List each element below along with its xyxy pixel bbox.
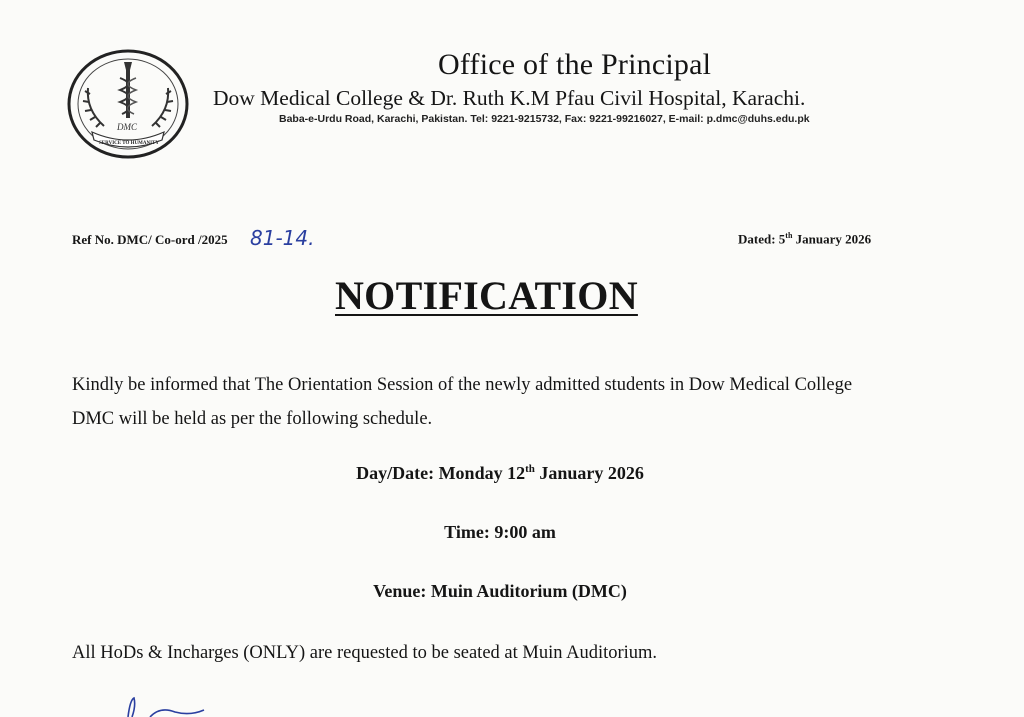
day-suffix: th: [525, 463, 535, 475]
session-time: Time: 9:00 am: [444, 522, 556, 542]
day-rest: January 2026: [534, 463, 644, 483]
document-date: [738, 231, 871, 247]
institution-name: Dow Medical College & Dr. Ruth K.M Pfau Civil Hospital, Karachi.: [213, 86, 806, 110]
logo-initials: DMC: [117, 122, 137, 132]
notice-paragraph: Kindly be informed that The Orientation Session of the newly admitted students in Dow Medical College DMC will be held as per the following schedule.: [72, 375, 853, 429]
date-prefix: Dated: 5: [738, 231, 786, 247]
signature-stroke: [120, 696, 210, 717]
notification-heading: NOTIFICATION: [335, 273, 638, 318]
seating-note: All HoDs & Incharges (ONLY) are requested to be seated at Muin Auditorium.: [72, 643, 658, 663]
date-rest: January 2026: [792, 231, 872, 247]
handwritten-reference: [250, 224, 342, 250]
session-day-date: [0, 463, 1000, 484]
logo-motto: SERVICE TO HUMANITY: [99, 141, 159, 146]
office-title: Office of the Principal: [438, 48, 712, 81]
date-suffix: th: [785, 231, 793, 240]
handwritten-reference-text: 81-14.: [250, 226, 315, 250]
contact-details: Baba-e-Urdu Road, Karachi, Pakistan. Tel: 9221-9215732, Fax: 9221-99216027, E-mail: p.dmc@duhs.edu.pk: [279, 113, 810, 125]
session-venue: Venue: Muin Auditorium (DMC): [373, 581, 627, 601]
day-prefix: Day/Date: Monday 12: [356, 463, 526, 483]
reference-number: Ref No. DMC/ Co-ord /2025: [72, 232, 228, 247]
